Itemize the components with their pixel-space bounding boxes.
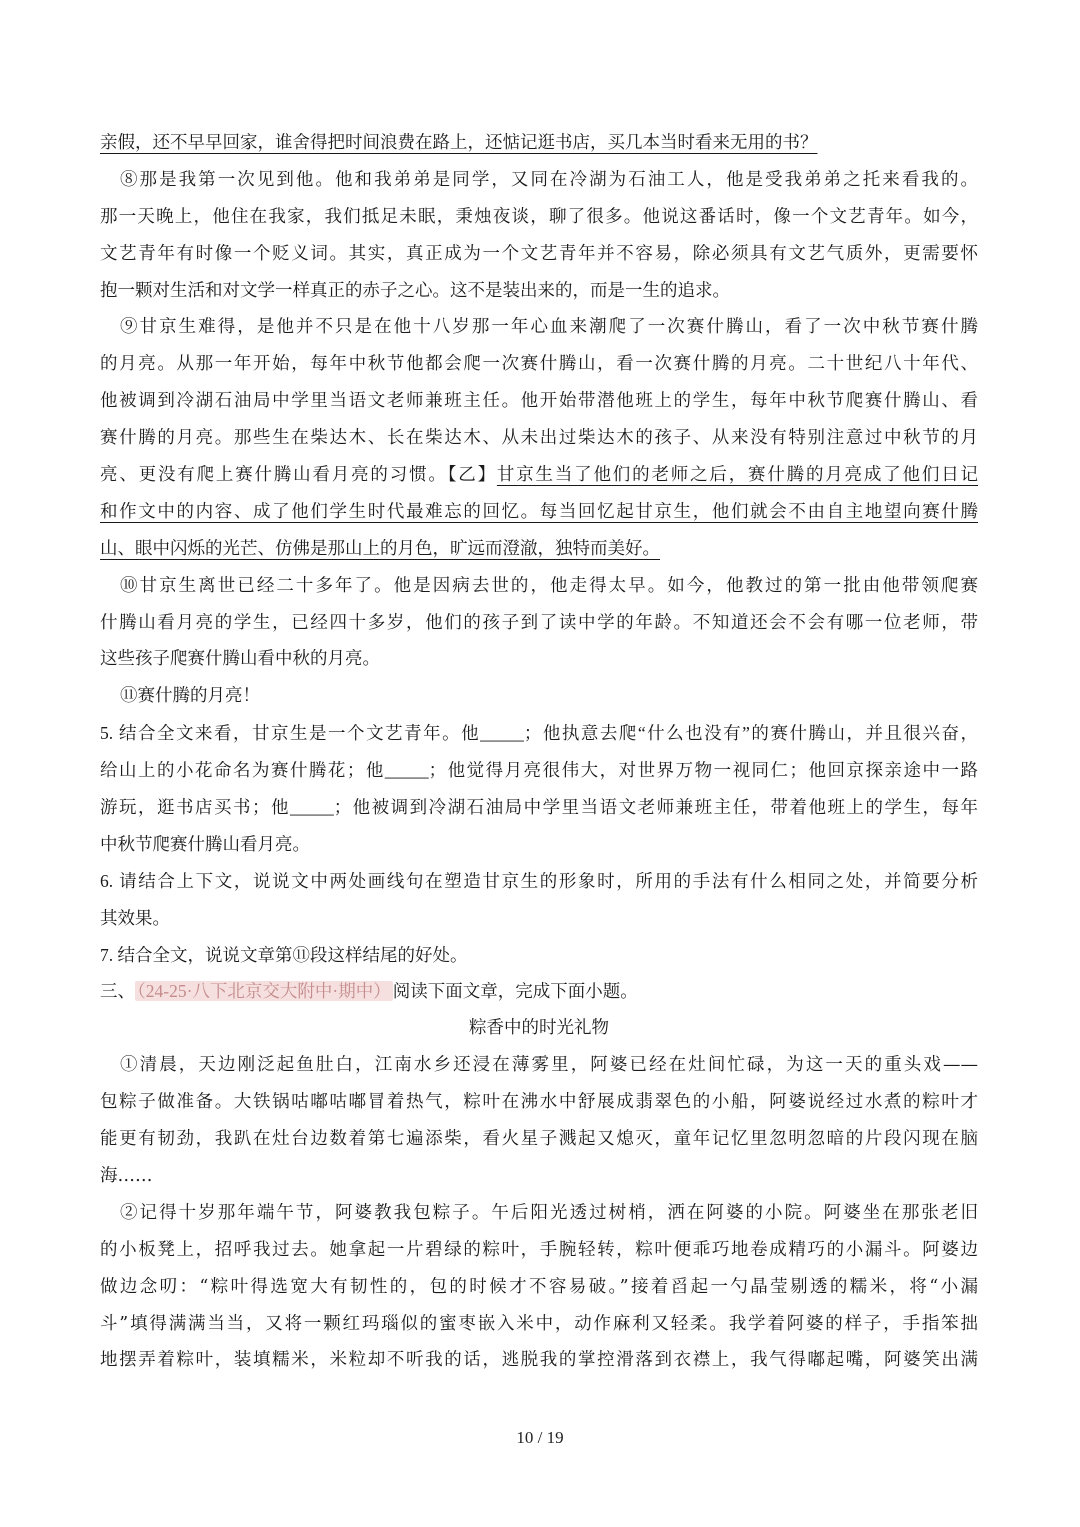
paragraph-2-line: 斗”填得满满当当，又将一颗红玛瑙似的蜜枣嵌入米中，动作麻利又轻柔。我学着阿婆的样子，手指笨拙 (100, 1313, 978, 1334)
question-5-line: 游玩，逛书店买书；他_____；他被调到冷湖石油局中学里当语文老师兼班主任，带着他班上的学生，每年 (100, 797, 978, 818)
underlined-sentence-jia: 亲假，还不早早回家，谁舍得把时间浪费在路上，还惦记逛书店，买几本当时看来无用的书？ (100, 133, 818, 153)
paragraph-10-line: ⑩甘京生离世已经二十多年了。他是因病去世的，他走得太早。如今，他教过的第一批由他带领爬赛 (120, 575, 978, 596)
paragraph-9-line (100, 457, 978, 494)
paragraph-2-line: 地摆弄着粽叶，装填糯米，米粒却不听我的话，逃脱我的掌控滑落到衣襟上，我气得嘟起嘴，阿婆笑出满 (100, 1350, 978, 1371)
paragraph-8-line: 文艺青年有时像一个贬义词。其实，真正成为一个文艺青年并不容易，除必须具有文艺气质外，更需要怀 (100, 243, 978, 264)
question-6-line: 其效果。 (100, 907, 170, 928)
source-tag: （24-25·八下北京交大附中·期中） (137, 981, 391, 1002)
page-number: 10 / 19 (516, 1428, 564, 1447)
underlined-sentence-yi: 和作文中的内容、成了他们学生时代最难忘的回忆。每当回忆起甘京生，他们就会不由自主地望向赛什腾 (100, 501, 978, 522)
article-title: 粽香中的时光礼物 (469, 1018, 609, 1039)
paragraph-1-line: 海…… (100, 1165, 153, 1186)
paragraph-9-line: ⑨甘京生难得，是他并不只是在他十八岁那一年心血来潮爬了一次赛什腾山，看了一次中秋节赛什腾 (120, 317, 978, 338)
question-5-line: 中秋节爬赛什腾山看月亮。 (100, 833, 310, 854)
question-7: 7. 结合全文，说说文章第⑪段这样结尾的好处。 (100, 944, 468, 965)
paragraph-7-tail (100, 125, 978, 162)
paragraph-9-line: 的月亮。从那一年开始，每年中秋节他都会爬一次赛什腾山，看一次赛什腾的月亮。二十世纪八十年代、 (100, 354, 978, 375)
section-number: 三、 (100, 981, 135, 1002)
question-5-line: 5. 结合全文来看，甘京生是一个文艺青年。他_____；他执意去爬“什么也没有”的赛什腾山，并且很兴奋， (100, 723, 978, 744)
paragraph-1-line: ①清晨，天边刚泛起鱼肚白，江南水乡还浸在薄雾里，阿婆已经在灶间忙碌，为这一天的重头戏—— (120, 1055, 978, 1076)
paragraph-11: ⑪赛什腾的月亮！ (120, 686, 260, 707)
paragraph-2-line: 做边念叨：“粽叶得选宽大有韧性的，包的时候才不容易破。”接着舀起一勺晶莹剔透的糯米，将“小漏 (100, 1276, 978, 1297)
underlined-sentence-yi: 山、眼中闪烁的光芒、仿佛是那山上的月色，旷远而澄澈，独特而美好。 (100, 538, 660, 559)
paragraph-2-line: ②记得十岁那年端午节，阿婆教我包粽子。午后阳光透过树梢，洒在阿婆的小院。阿婆坐在那张老旧 (120, 1202, 978, 1223)
section-3-heading (100, 973, 978, 1010)
paragraph-1-line: 能更有韧劲，我趴在灶台边数着第七遍添柴，看火星子溅起又熄灭，童年记忆里忽明忽暗的片段闪现在脑 (100, 1129, 978, 1150)
paragraph-10-line: 这些孩子爬赛什腾山看中秋的月亮。 (100, 649, 380, 670)
section-instruction: 阅读下面文章，完成下面小题。 (392, 981, 638, 1002)
paragraph-9-line (100, 494, 978, 531)
paragraph-9-line (100, 531, 978, 568)
paragraph-8-line: 那一天晚上，他住在我家，我们抵足未眠，秉烛夜谈，聊了很多。他说这番话时，像一个文艺青年。如今， (100, 206, 978, 227)
paragraph-9-line: 他被调到冷湖石油局中学里当语文老师兼班主任。他开始带潜他班上的学生，每年中秋节爬赛什腾山、看 (100, 391, 978, 412)
question-6-line: 6. 请结合上下文，说说文中两处画线句在塑造甘京生的形象时，所用的手法有什么相同之处，并简要分析 (100, 870, 978, 891)
paragraph-10-line: 什腾山看月亮的学生，已经四十多岁，他们的孩子到了读中学的年龄。不知道还会不会有哪一位老师，带 (100, 612, 978, 633)
question-5-line: 给山上的小花命名为赛什腾花；他_____；他觉得月亮很伟大，对世界万物一视同仁；他回京探亲途中一路 (100, 760, 978, 781)
paragraph-2-line: 的小板凳上，招呼我过去。她拿起一片碧绿的粽叶，手腕轻转，粽叶便乖巧地卷成精巧的小漏斗。阿婆边 (100, 1239, 978, 1260)
underlined-sentence-yi: 甘京生当了他们的老师之后，赛什腾的月亮成了他们日记 (496, 465, 978, 486)
document-body (100, 125, 978, 1379)
paragraph-8-line: 抱一颗对生活和对文学一样真正的赤子之心。这不是装出来的，而是一生的追求。 (100, 280, 730, 301)
paragraph-1-line: 包粽子做准备。大铁锅咕嘟咕嘟冒着热气，粽叶在沸水中舒展成翡翠色的小船，阿婆说经过水煮的粽叶才 (100, 1092, 978, 1113)
paragraph-9-line: 赛什腾的月亮。那些生在柴达木、长在柴达木、从未出过柴达木的孩子、从来没有特别注意过中秋节的月 (100, 428, 978, 449)
paragraph-8-line: ⑧那是我第一次见到他。他和我弟弟是同学，又同在冷湖为石油工人，他是受我弟弟之托来看我的。 (120, 169, 978, 190)
paragraph-9-plain-text: 亮、更没有爬上赛什腾山看月亮的习惯。【乙】 (100, 465, 497, 486)
